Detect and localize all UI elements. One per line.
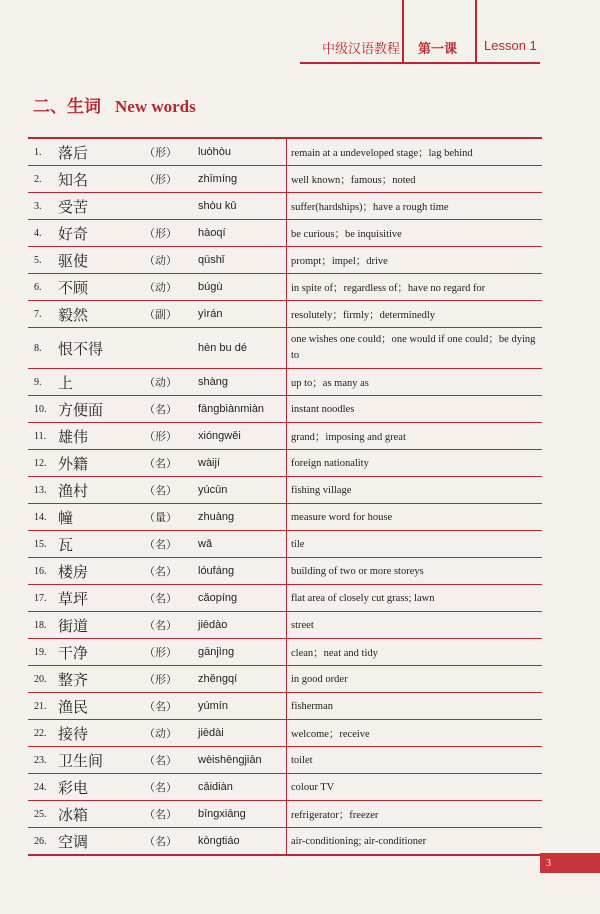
vocab-part-of-speech: （名）	[144, 808, 177, 821]
vocab-row	[28, 477, 542, 504]
vocab-definition: street	[286, 612, 542, 638]
vocab-word: 上	[58, 373, 74, 392]
vocab-number: 24.	[34, 781, 47, 793]
vocab-word: 草坪	[58, 589, 89, 608]
vocab-word: 知名	[58, 170, 89, 189]
header-divider-left	[402, 0, 404, 62]
vocab-part-of-speech: （形）	[144, 646, 177, 659]
vocab-pinyin: jiēdài	[198, 727, 224, 739]
vocabulary-table	[28, 137, 542, 856]
vocab-part-of-speech: （名）	[144, 592, 177, 605]
vocab-part-of-speech: （名）	[144, 484, 177, 497]
page-number: 3	[540, 853, 600, 873]
vocab-part-of-speech: （名）	[144, 619, 177, 632]
vocab-pinyin: zhuàng	[198, 511, 235, 523]
vocab-number: 8.	[34, 342, 42, 354]
vocab-number: 11.	[34, 430, 47, 442]
vocab-part-of-speech: （名）	[144, 538, 177, 551]
vocab-definition: resolutely；firmly；determinedly	[286, 301, 542, 327]
vocab-word: 接待	[58, 724, 89, 743]
vocab-row	[28, 774, 542, 801]
vocab-part-of-speech: （形）	[144, 430, 177, 443]
vocab-part-of-speech: （名）	[144, 457, 177, 470]
vocab-part-of-speech: （动）	[144, 254, 177, 267]
vocab-row	[28, 450, 542, 477]
lesson-number-en: Lesson 1	[484, 38, 537, 53]
section-title-cn: 二、生词	[33, 97, 101, 117]
vocab-row	[28, 220, 542, 247]
vocab-part-of-speech	[144, 193, 194, 219]
vocab-definition: suffer(hardships)；have a rough time	[286, 193, 542, 219]
vocab-pinyin: fāngbiànmiàn	[198, 403, 265, 415]
section-title	[33, 92, 196, 117]
vocab-number: 21.	[34, 700, 47, 712]
vocab-number: 3.	[34, 200, 42, 212]
vocab-number: 4.	[34, 227, 42, 239]
vocab-number: 20.	[34, 673, 47, 685]
vocab-definition: fisherman	[286, 693, 542, 719]
vocab-pinyin: qūshǐ	[198, 254, 225, 266]
vocab-number: 1.	[34, 146, 42, 158]
vocab-word: 空调	[58, 832, 89, 851]
vocab-row	[28, 396, 542, 423]
vocab-number: 9.	[34, 376, 42, 388]
vocab-word: 外籍	[58, 454, 89, 473]
vocab-pinyin: wàijí	[198, 457, 221, 469]
vocab-part-of-speech: （名）	[144, 565, 177, 578]
vocab-definition: in spite of；regardless of；have no regard for	[286, 274, 542, 300]
vocab-number: 22.	[34, 727, 47, 739]
vocab-definition: well known；famous；noted	[286, 166, 542, 192]
vocab-part-of-speech	[144, 328, 194, 368]
vocab-word: 街道	[58, 616, 89, 635]
vocab-pinyin: yìrán	[198, 308, 223, 320]
vocab-number: 26.	[34, 835, 47, 847]
vocab-number: 5.	[34, 254, 42, 266]
vocab-number: 6.	[34, 281, 42, 293]
header-underline	[300, 62, 540, 64]
vocab-row	[28, 166, 542, 193]
vocab-word: 楼房	[58, 562, 89, 581]
vocab-definition: colour TV	[286, 774, 542, 800]
vocab-pinyin: gānjìng	[198, 646, 235, 658]
vocab-word: 幢	[58, 508, 74, 527]
vocab-definition: refrigerator；freezer	[286, 801, 542, 827]
vocab-pinyin: xióngwěi	[198, 430, 241, 442]
vocab-pinyin: luòhòu	[198, 146, 232, 158]
vocab-word: 干净	[58, 643, 89, 662]
vocab-part-of-speech: （动）	[144, 281, 177, 294]
vocab-word: 驱使	[58, 251, 89, 270]
vocab-pinyin: cǎidiàn	[198, 781, 233, 793]
vocab-part-of-speech: （形）	[144, 227, 177, 240]
vocab-part-of-speech: （副）	[144, 308, 177, 321]
vocab-part-of-speech: （形）	[144, 673, 177, 686]
vocab-row	[28, 328, 542, 369]
vocab-number: 15.	[34, 538, 47, 550]
vocab-part-of-speech: （名）	[144, 700, 177, 713]
vocab-definition: building of two or more storeys	[286, 558, 542, 584]
vocab-pinyin: zhīmíng	[198, 173, 238, 185]
vocab-row	[28, 585, 542, 612]
vocab-row	[28, 274, 542, 301]
vocab-definition: flat area of closely cut grass; lawn	[286, 585, 542, 611]
header-divider-right	[475, 0, 477, 62]
vocab-part-of-speech: （名）	[144, 403, 177, 416]
vocab-definition: up to；as many as	[286, 369, 542, 395]
vocab-definition: tile	[286, 531, 542, 557]
vocab-row	[28, 639, 542, 666]
vocab-definition: welcome；receive	[286, 720, 542, 746]
vocab-row	[28, 801, 542, 828]
vocab-part-of-speech: （名）	[144, 754, 177, 767]
vocab-number: 16.	[34, 565, 47, 577]
vocab-pinyin: kōngtiáo	[198, 835, 240, 847]
vocab-pinyin: yúcūn	[198, 484, 228, 496]
vocab-part-of-speech: （形）	[144, 146, 177, 159]
vocab-word: 方便面	[58, 400, 104, 419]
vocab-row	[28, 612, 542, 639]
book-title: 中级汉语教程	[322, 42, 401, 57]
vocab-word: 整齐	[58, 670, 89, 689]
vocab-row	[28, 504, 542, 531]
vocab-definition: grand；imposing and great	[286, 423, 542, 449]
vocab-row	[28, 693, 542, 720]
vocab-row	[28, 531, 542, 558]
vocab-word: 渔村	[58, 481, 89, 500]
lesson-number-cn: 第一课	[418, 42, 458, 57]
vocab-part-of-speech: （动）	[144, 376, 177, 389]
vocab-part-of-speech: （名）	[144, 781, 177, 794]
vocab-row	[28, 558, 542, 585]
vocab-row	[28, 193, 542, 220]
vocab-pinyin: shàng	[198, 376, 228, 388]
vocab-definition: clean；neat and tidy	[286, 639, 542, 665]
vocab-number: 13.	[34, 484, 47, 496]
vocab-definition: one wishes one could；one would if one could；be dying to	[286, 328, 542, 368]
vocab-row	[28, 423, 542, 450]
vocab-definition: in good order	[286, 666, 542, 692]
vocab-pinyin: jiēdào	[198, 619, 228, 631]
vocab-pinyin: cǎopíng	[198, 592, 238, 604]
vocab-number: 7.	[34, 308, 42, 320]
vocab-pinyin: wèishēngjiān	[198, 754, 262, 766]
vocab-number: 14.	[34, 511, 47, 523]
vocab-part-of-speech: （动）	[144, 727, 177, 740]
vocab-row	[28, 247, 542, 274]
vocab-number: 23.	[34, 754, 47, 766]
vocab-pinyin: hèn bu dé	[198, 342, 247, 354]
vocab-number: 19.	[34, 646, 47, 658]
vocab-pinyin: hàoqí	[198, 227, 226, 239]
vocab-definition: be curious；be inquisitive	[286, 220, 542, 246]
vocab-number: 12.	[34, 457, 47, 469]
vocab-word: 瓦	[58, 535, 74, 554]
vocab-pinyin: lóufáng	[198, 565, 235, 577]
vocab-pinyin: zhěngqí	[198, 673, 238, 685]
vocab-pinyin: shòu kǔ	[198, 200, 237, 212]
vocab-row	[28, 828, 542, 854]
vocab-word: 落后	[58, 143, 89, 162]
vocab-row	[28, 666, 542, 693]
vocab-row	[28, 747, 542, 774]
vocab-word: 渔民	[58, 697, 89, 716]
vocab-word: 卫生间	[58, 751, 104, 770]
vocab-definition: instant noodles	[286, 396, 542, 422]
vocab-definition: measure word for house	[286, 504, 542, 530]
vocab-pinyin: búgù	[198, 281, 223, 293]
vocab-pinyin: bīngxiāng	[198, 808, 246, 820]
vocab-number: 10.	[34, 403, 47, 415]
vocab-row	[28, 369, 542, 396]
vocab-number: 17.	[34, 592, 47, 604]
vocab-row	[28, 720, 542, 747]
vocab-definition: foreign nationality	[286, 450, 542, 476]
vocab-pinyin: wǎ	[198, 538, 213, 550]
vocab-definition: prompt；impel；drive	[286, 247, 542, 273]
vocab-word: 彩电	[58, 778, 89, 797]
vocab-number: 2.	[34, 173, 42, 185]
vocab-part-of-speech: （名）	[144, 835, 177, 848]
vocab-pinyin: yúmín	[198, 700, 228, 712]
vocab-row	[28, 139, 542, 166]
vocab-part-of-speech: （形）	[144, 173, 177, 186]
vocab-number: 18.	[34, 619, 47, 631]
vocab-word: 好奇	[58, 224, 89, 243]
vocab-part-of-speech: （量）	[144, 511, 177, 524]
vocab-word: 受苦	[58, 197, 89, 216]
vocab-definition: toilet	[286, 747, 542, 773]
vocab-definition: remain at a undeveloped stage；lag behind	[286, 139, 542, 165]
vocab-word: 冰箱	[58, 805, 89, 824]
vocab-word: 毅然	[58, 305, 89, 324]
vocab-definition: fishing village	[286, 477, 542, 503]
vocab-number: 25.	[34, 808, 47, 820]
section-title-en: New words	[115, 97, 196, 116]
vocab-row	[28, 301, 542, 328]
vocab-word: 不顾	[58, 278, 89, 297]
vocab-definition: air-conditioning; air-conditioner	[286, 828, 542, 854]
vocab-word: 恨不得	[58, 339, 104, 358]
vocab-word: 雄伟	[58, 427, 89, 446]
